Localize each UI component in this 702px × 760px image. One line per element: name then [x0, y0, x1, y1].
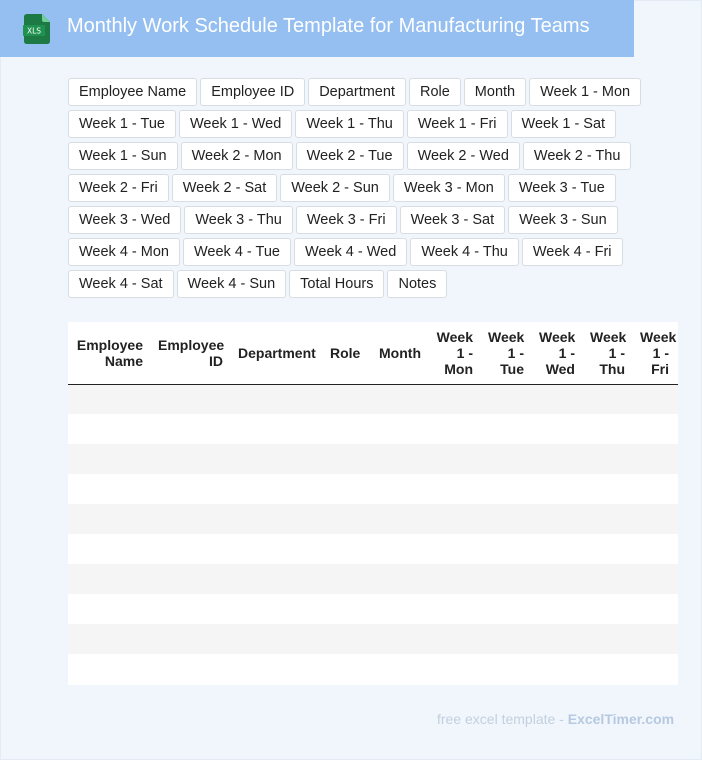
- column-chip[interactable]: Week 4 - Sat: [68, 270, 174, 298]
- column-chip[interactable]: Week 4 - Mon: [68, 238, 180, 266]
- table-cell[interactable]: [152, 444, 232, 474]
- table-cell[interactable]: [430, 444, 482, 474]
- table-cell[interactable]: [533, 504, 584, 534]
- table-cell[interactable]: [533, 414, 584, 444]
- table-cell[interactable]: [533, 594, 584, 624]
- table-cell[interactable]: [152, 624, 232, 654]
- column-chip[interactable]: Week 1 - Fri: [407, 110, 508, 138]
- column-chip[interactable]: Employee ID: [200, 78, 305, 106]
- table-cell[interactable]: [482, 534, 533, 564]
- column-chip[interactable]: Week 2 - Sun: [280, 174, 390, 202]
- column-header: Week 1 - Mon: [430, 322, 482, 384]
- table-cell[interactable]: [368, 534, 430, 564]
- column-chip[interactable]: Week 2 - Wed: [407, 142, 520, 170]
- column-chip[interactable]: Week 4 - Tue: [183, 238, 291, 266]
- table-row: [68, 504, 678, 534]
- table-cell[interactable]: [634, 384, 678, 414]
- table-cell[interactable]: [584, 444, 634, 474]
- table-cell[interactable]: [324, 594, 368, 624]
- column-chip[interactable]: Week 3 - Thu: [184, 206, 293, 234]
- table-cell[interactable]: [533, 654, 584, 684]
- table-cell[interactable]: [368, 414, 430, 444]
- page-title: Monthly Work Schedule Template for Manufacturing Teams: [67, 15, 590, 37]
- column-chip[interactable]: Week 4 - Sun: [177, 270, 287, 298]
- table-cell[interactable]: [584, 594, 634, 624]
- table-cell[interactable]: [584, 384, 634, 414]
- column-chip[interactable]: Week 3 - Fri: [296, 206, 397, 234]
- column-chip[interactable]: Week 3 - Wed: [68, 206, 181, 234]
- table-cell[interactable]: [152, 384, 232, 414]
- table-cell[interactable]: [152, 474, 232, 504]
- table-cell[interactable]: [152, 594, 232, 624]
- table-cell[interactable]: [232, 474, 324, 504]
- table-cell[interactable]: [324, 444, 368, 474]
- table-cell[interactable]: [68, 534, 152, 564]
- table-cell[interactable]: [533, 564, 584, 594]
- table-cell[interactable]: [68, 504, 152, 534]
- column-chip[interactable]: Week 3 - Mon: [393, 174, 505, 202]
- table-cell[interactable]: [482, 624, 533, 654]
- table-cell[interactable]: [634, 654, 678, 684]
- table-cell[interactable]: [634, 414, 678, 444]
- table-cell[interactable]: [584, 654, 634, 684]
- table-cell[interactable]: [634, 474, 678, 504]
- table-cell[interactable]: [533, 534, 584, 564]
- table-cell[interactable]: [634, 594, 678, 624]
- table-cell[interactable]: [232, 654, 324, 684]
- table-cell[interactable]: [232, 594, 324, 624]
- table-cell[interactable]: [232, 384, 324, 414]
- column-chip[interactable]: Week 3 - Tue: [508, 174, 616, 202]
- table-cell[interactable]: [152, 564, 232, 594]
- table-cell[interactable]: [68, 444, 152, 474]
- xls-icon-label: XLS: [26, 26, 42, 36]
- table-cell[interactable]: [68, 414, 152, 444]
- table-row: [68, 384, 678, 414]
- table-cell[interactable]: [368, 594, 430, 624]
- column-header: Week 1 - Thu: [584, 322, 634, 384]
- table-cell[interactable]: [584, 624, 634, 654]
- table-cell[interactable]: [68, 594, 152, 624]
- table-cell[interactable]: [634, 624, 678, 654]
- column-chip[interactable]: Week 4 - Wed: [294, 238, 407, 266]
- table-cell[interactable]: [324, 474, 368, 504]
- table-cell[interactable]: [368, 654, 430, 684]
- column-chip[interactable]: Notes: [387, 270, 447, 298]
- table-cell[interactable]: [634, 504, 678, 534]
- table-cell[interactable]: [584, 564, 634, 594]
- table-row: [68, 444, 678, 474]
- footer-credit: [437, 711, 674, 727]
- table-cell[interactable]: [368, 384, 430, 414]
- column-chip[interactable]: Week 1 - Sat: [511, 110, 617, 138]
- table-cell[interactable]: [368, 564, 430, 594]
- table-cell[interactable]: [430, 624, 482, 654]
- table-cell[interactable]: [482, 594, 533, 624]
- column-chip[interactable]: Week 2 - Tue: [296, 142, 404, 170]
- table-cell[interactable]: [232, 504, 324, 534]
- column-header: Employee Name: [68, 322, 152, 384]
- table-cell[interactable]: [232, 534, 324, 564]
- table-cell[interactable]: [324, 654, 368, 684]
- column-chip[interactable]: Week 4 - Fri: [522, 238, 623, 266]
- table-cell[interactable]: [430, 504, 482, 534]
- table-cell[interactable]: [430, 474, 482, 504]
- column-chip[interactable]: Employee Name: [68, 78, 197, 106]
- table-cell[interactable]: [232, 414, 324, 444]
- column-header: Week 1 - Tue: [482, 322, 533, 384]
- table-row: [68, 414, 678, 444]
- table-cell[interactable]: [232, 444, 324, 474]
- table-cell[interactable]: [482, 414, 533, 444]
- table-cell[interactable]: [152, 654, 232, 684]
- table-cell[interactable]: [324, 564, 368, 594]
- column-chip[interactable]: Month: [464, 78, 526, 106]
- column-header: Week 1 - Fri: [634, 322, 678, 384]
- table-cell[interactable]: [482, 474, 533, 504]
- column-chip[interactable]: Role: [409, 78, 461, 106]
- table-row: [68, 534, 678, 564]
- table-cell[interactable]: [368, 474, 430, 504]
- table-cell[interactable]: [324, 504, 368, 534]
- table-cell[interactable]: [152, 504, 232, 534]
- table-cell[interactable]: [368, 504, 430, 534]
- table-cell[interactable]: [584, 504, 634, 534]
- table-cell[interactable]: [324, 624, 368, 654]
- table-cell[interactable]: [634, 534, 678, 564]
- table-cell[interactable]: [152, 534, 232, 564]
- table-cell[interactable]: [152, 414, 232, 444]
- table-cell[interactable]: [533, 444, 584, 474]
- table-cell[interactable]: [584, 414, 634, 444]
- table-row: [68, 624, 678, 654]
- table-cell[interactable]: [430, 564, 482, 594]
- table-cell[interactable]: [324, 534, 368, 564]
- table-cell[interactable]: [368, 444, 430, 474]
- column-chip[interactable]: Week 1 - Thu: [295, 110, 404, 138]
- column-header: Employee ID: [152, 322, 232, 384]
- table-cell[interactable]: [533, 624, 584, 654]
- table-cell[interactable]: [482, 564, 533, 594]
- table-cell[interactable]: [430, 384, 482, 414]
- table-row: [68, 474, 678, 504]
- schedule-table: [68, 322, 678, 685]
- column-chip[interactable]: Week 3 - Sun: [508, 206, 618, 234]
- table-header-row: [68, 322, 678, 384]
- table-row: [68, 564, 678, 594]
- table-cell[interactable]: [482, 444, 533, 474]
- table-cell[interactable]: [232, 564, 324, 594]
- xls-file-icon: [23, 14, 50, 44]
- table-cell[interactable]: [482, 504, 533, 534]
- footer-text: free excel template -: [437, 711, 568, 727]
- header-bar: [0, 0, 634, 57]
- column-chip[interactable]: Week 2 - Fri: [68, 174, 169, 202]
- table-cell[interactable]: [68, 384, 152, 414]
- table-cell[interactable]: [430, 534, 482, 564]
- column-header: Department: [232, 322, 324, 384]
- table-cell[interactable]: [324, 414, 368, 444]
- table-cell[interactable]: [634, 564, 678, 594]
- table-cell[interactable]: [482, 654, 533, 684]
- table-cell[interactable]: [584, 474, 634, 504]
- table-cell[interactable]: [232, 624, 324, 654]
- table-cell[interactable]: [68, 654, 152, 684]
- column-chip[interactable]: Week 2 - Thu: [523, 142, 632, 170]
- column-chip[interactable]: Department: [308, 78, 406, 106]
- column-header: Role: [324, 322, 368, 384]
- table-cell[interactable]: [584, 534, 634, 564]
- table-cell[interactable]: [324, 384, 368, 414]
- column-chip[interactable]: Week 1 - Tue: [68, 110, 176, 138]
- column-chip[interactable]: Week 2 - Sat: [172, 174, 278, 202]
- column-chip[interactable]: Week 1 - Wed: [179, 110, 292, 138]
- footer-brand-link[interactable]: ExcelTimer.com: [567, 711, 675, 727]
- column-chip[interactable]: Week 4 - Thu: [410, 238, 519, 266]
- table-cell[interactable]: [533, 474, 584, 504]
- table-row: [68, 654, 678, 684]
- table-cell[interactable]: [482, 384, 533, 414]
- table-cell[interactable]: [430, 594, 482, 624]
- column-chip[interactable]: Total Hours: [289, 270, 384, 298]
- column-header: Week 1 - Wed: [533, 322, 584, 384]
- column-chip[interactable]: Week 1 - Mon: [529, 78, 641, 106]
- table-cell[interactable]: [430, 414, 482, 444]
- table-cell[interactable]: [368, 624, 430, 654]
- table-cell[interactable]: [68, 624, 152, 654]
- column-chip[interactable]: Week 3 - Sat: [400, 206, 506, 234]
- table-cell[interactable]: [533, 384, 584, 414]
- column-chip[interactable]: Week 2 - Mon: [181, 142, 293, 170]
- table-cell[interactable]: [68, 474, 152, 504]
- column-chip-list: [68, 78, 658, 298]
- table-cell[interactable]: [430, 654, 482, 684]
- table-cell[interactable]: [68, 564, 152, 594]
- table-cell[interactable]: [634, 444, 678, 474]
- column-chip[interactable]: Week 1 - Sun: [68, 142, 178, 170]
- column-header: Month: [368, 322, 430, 384]
- table-row: [68, 594, 678, 624]
- table-body: [68, 384, 678, 684]
